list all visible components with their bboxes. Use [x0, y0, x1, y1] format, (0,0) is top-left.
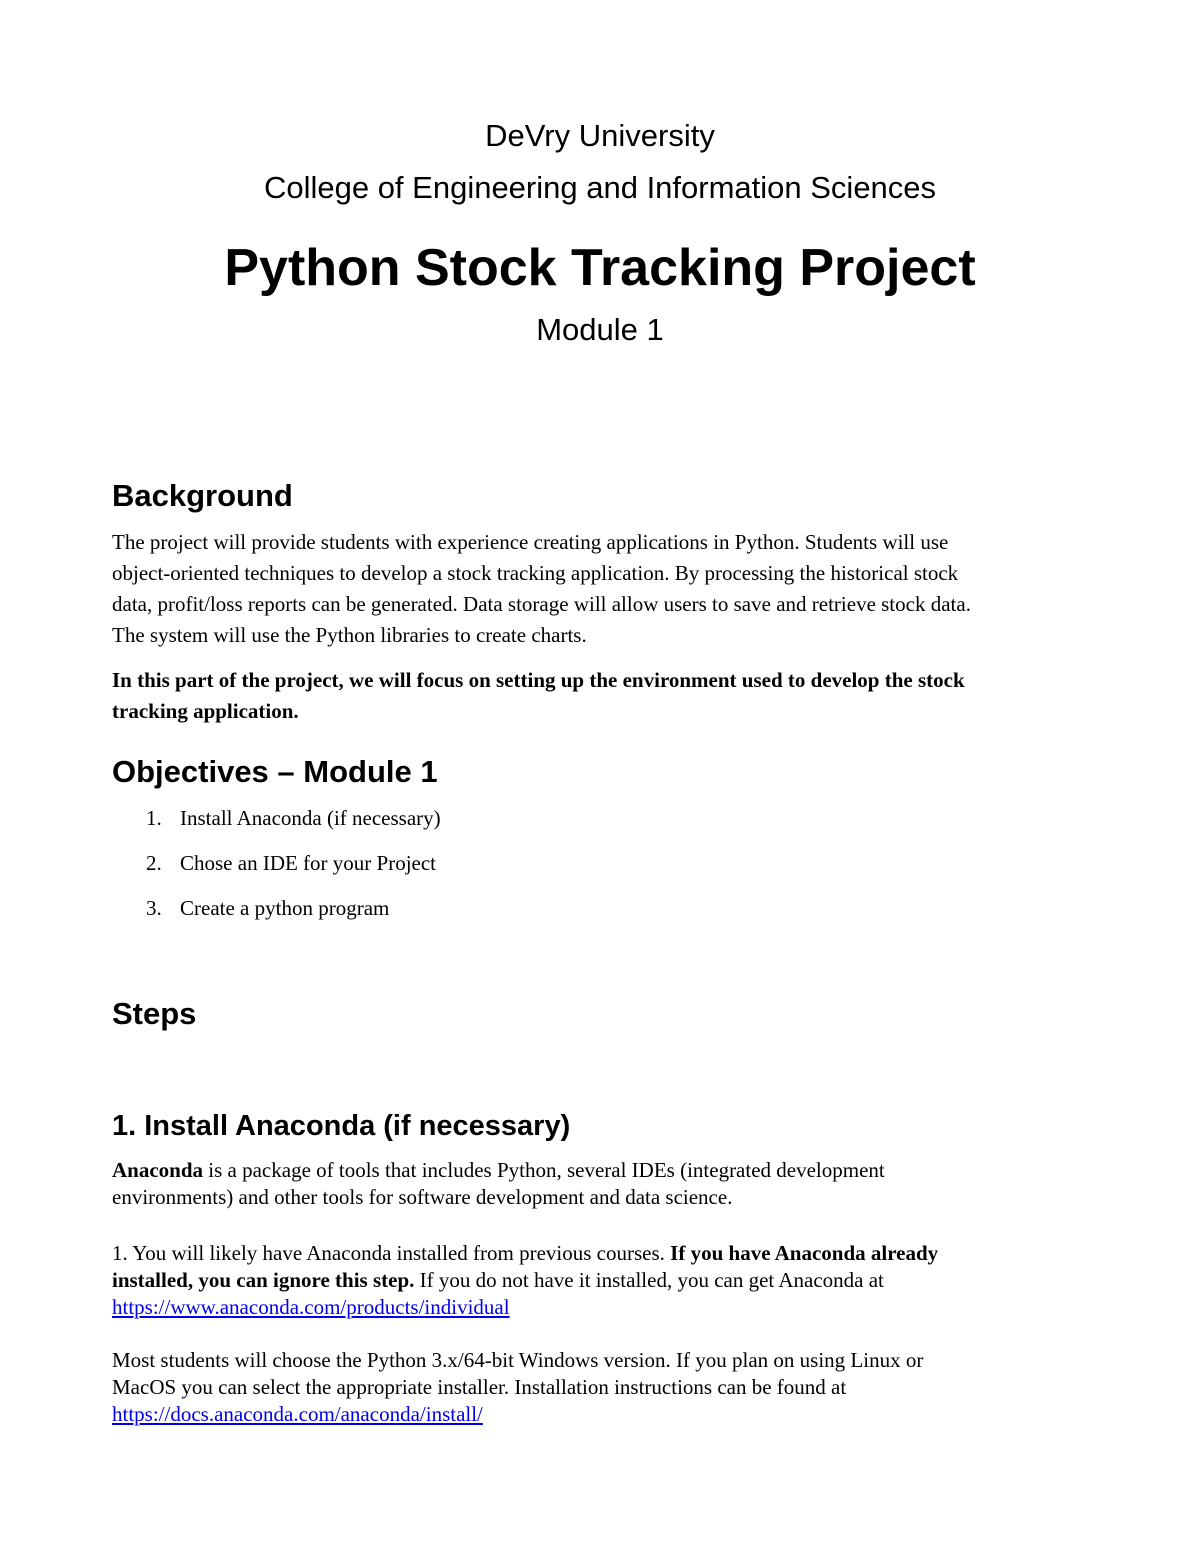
anaconda-install-docs-link[interactable]: https://docs.anaconda.com/anaconda/install/	[112, 1402, 483, 1426]
anaconda-intro-text: is a package of tools that includes Python, several IDEs (integrated development	[203, 1158, 885, 1182]
focus-line: tracking application.	[112, 699, 299, 723]
students-link-line	[112, 1401, 1092, 1428]
background-paragraph	[112, 527, 1092, 651]
anaconda-products-link[interactable]: https://www.anaconda.com/products/individual	[112, 1295, 510, 1319]
background-line: The project will provide students with experience creating applications in Python. Students will use	[112, 530, 949, 554]
list-item-number: 2.	[146, 851, 162, 875]
step1-text: If you do not have it installed, you can get Anaconda at	[414, 1268, 884, 1292]
step1-bold-text: If you have Anaconda already	[670, 1241, 939, 1265]
background-line: The system will use the Python libraries to create charts.	[112, 623, 587, 647]
list-item-text: Create a python program	[180, 896, 390, 920]
background-heading: Background	[112, 478, 293, 513]
list-item-text: Chose an IDE for your Project	[180, 851, 437, 875]
list-item	[112, 803, 441, 848]
anaconda-bold-term: Anaconda	[112, 1158, 204, 1182]
list-item	[112, 893, 441, 938]
students-line: Most students will choose the Python 3.x/64-bit Windows version. If you plan on using Linux or	[112, 1348, 924, 1372]
focus-paragraph	[112, 665, 1092, 727]
objectives-list	[112, 803, 441, 938]
list-item	[112, 848, 441, 893]
students-line: MacOS you can select the appropriate installer. Installation instructions can be found at	[112, 1375, 847, 1399]
steps-heading: Steps	[112, 996, 197, 1031]
step1-paragraph	[112, 1240, 1092, 1321]
document-title: Python Stock Tracking Project	[224, 239, 976, 297]
step1-line	[112, 1267, 1092, 1294]
module-subtitle: Module 1	[536, 312, 664, 347]
install-anaconda-heading: 1. Install Anaconda (if necessary)	[112, 1110, 571, 1142]
college-name: College of Engineering and Information Sciences	[263, 170, 937, 205]
university-name: DeVry University	[485, 118, 715, 153]
anaconda-intro-paragraph	[112, 1157, 1092, 1211]
step1-bold-text: installed, you can ignore this step.	[112, 1268, 415, 1292]
students-paragraph	[112, 1347, 1092, 1428]
step1-link-line	[112, 1294, 1092, 1321]
background-line: data, profit/loss reports can be generated. Data storage will allow users to save and retrieve stock data.	[112, 592, 971, 616]
list-item-text: Install Anaconda (if necessary)	[180, 806, 441, 830]
list-item-number: 1.	[146, 806, 162, 830]
anaconda-intro-line: environments) and other tools for software development and data science.	[112, 1185, 733, 1209]
objectives-heading: Objectives – Module 1	[112, 754, 438, 789]
step1-line	[112, 1240, 1092, 1267]
background-line: object-oriented techniques to develop a stock tracking application. By processing the historical stock	[112, 561, 959, 585]
focus-line: In this part of the project, we will focus on setting up the environment used to develop the stock	[112, 668, 965, 692]
anaconda-intro-line	[112, 1157, 1092, 1184]
list-item-number: 3.	[146, 896, 162, 920]
step1-text: 1. You will likely have Anaconda installed from previous courses.	[112, 1241, 671, 1265]
